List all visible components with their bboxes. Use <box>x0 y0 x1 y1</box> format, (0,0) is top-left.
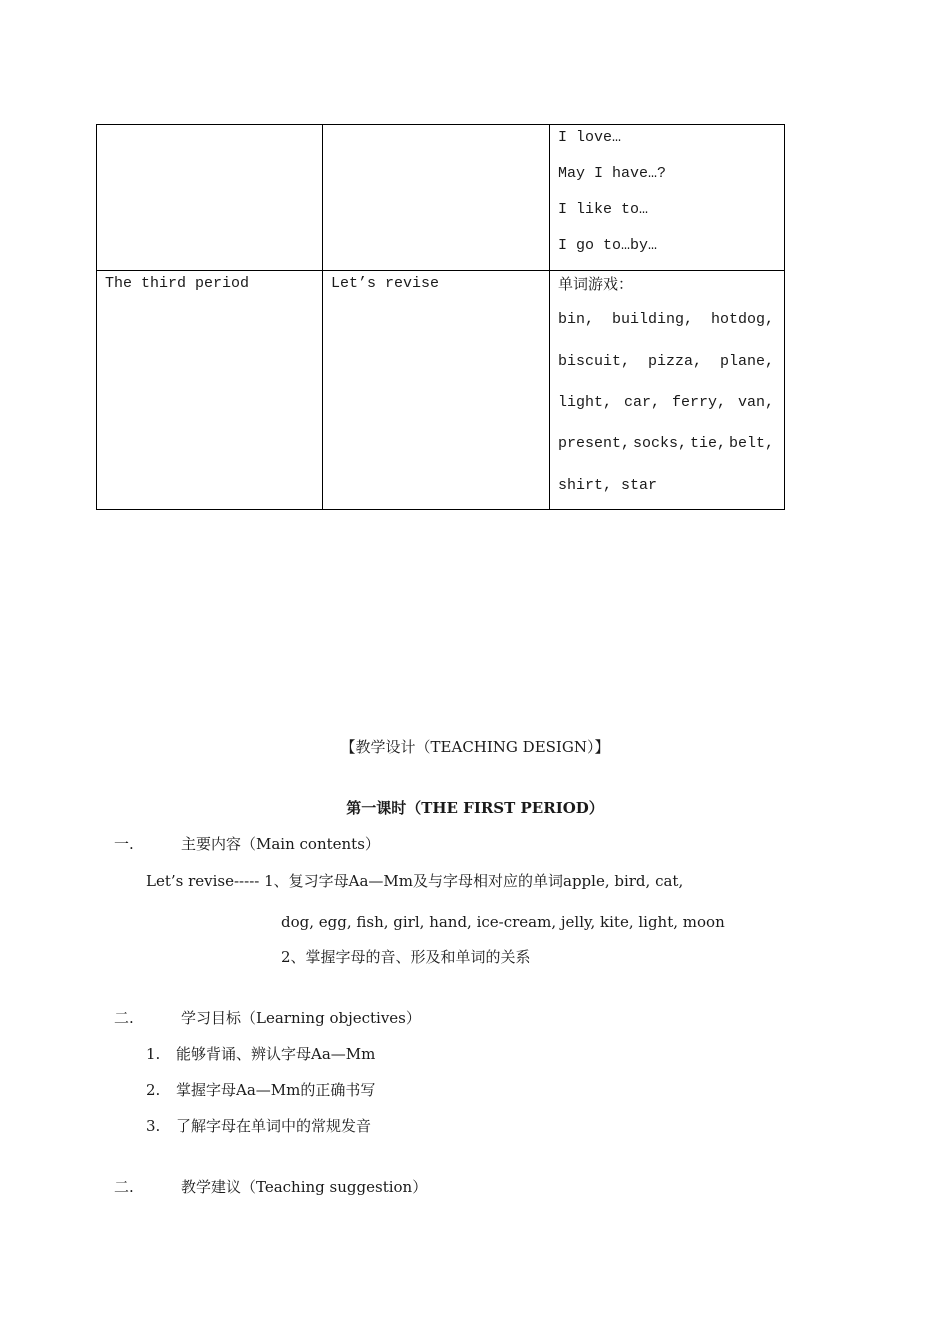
section-2-number: 二. <box>114 1009 134 1027</box>
design-title: 【教学设计（TEACHING DESIGN）】 <box>340 738 610 756</box>
word-line-1 <box>558 311 774 329</box>
table-row-divider <box>96 270 785 271</box>
objective-text: 能够背诵、辨认字母Aa—Mm <box>176 1045 376 1063</box>
word: pizza, <box>647 353 702 370</box>
word: socks, <box>632 435 687 452</box>
word-line-5: shirt, star <box>558 477 658 494</box>
word: hotdog, <box>710 311 774 328</box>
table-divider-1 <box>322 124 323 510</box>
table-border-bottom <box>96 509 785 510</box>
objective-text: 掌握字母Aa—Mm的正确书写 <box>176 1081 376 1099</box>
section-1-heading: 主要内容（Main contents） <box>181 835 380 853</box>
objective-number: 3. <box>146 1117 161 1135</box>
word: tie, <box>689 435 726 452</box>
word: car, <box>623 394 660 411</box>
main-contents-line-3: 2、掌握字母的音、形及和单词的关系 <box>281 948 531 966</box>
table-border-right <box>784 124 785 510</box>
table-border-top <box>96 124 785 125</box>
word: ferry, <box>671 394 726 411</box>
word: present, <box>558 435 631 452</box>
section-2-heading: 学习目标（Learning objectives） <box>181 1009 421 1027</box>
word-line-3 <box>558 394 774 412</box>
word: bin, <box>558 311 595 328</box>
table-border-left <box>96 124 97 510</box>
word: light, <box>558 394 613 411</box>
word: van, <box>737 394 774 411</box>
main-contents-line-2: dog, egg, fish, girl, hand, ice-cream, jelly, kite, light, moon <box>281 913 725 931</box>
main-contents-line-1: Let’s revise----- 1、复习字母Aa—Mm及与字母相对应的单词apple, bird, cat, <box>146 872 684 890</box>
period-title: 第一课时（THE FIRST PERIOD） <box>346 799 604 817</box>
lesson-label: Let’s revise <box>331 275 440 292</box>
phrase-i-go-to-by: I go to…by… <box>558 237 658 254</box>
objective-number: 2. <box>146 1081 161 1099</box>
objective-text: 了解字母在单词中的常规发音 <box>176 1117 372 1135</box>
period-label: The third period <box>105 275 250 292</box>
section-1-number: 一. <box>114 835 134 853</box>
phrase-may-i-have: May I have…? <box>558 165 667 182</box>
objective-number: 1. <box>146 1045 161 1063</box>
phrase-i-love: I love… <box>558 129 622 146</box>
phrase-i-like-to: I like to… <box>558 201 649 218</box>
word: belt, <box>728 435 774 452</box>
word: biscuit, <box>558 353 631 370</box>
section-3-heading: 教学建议（Teaching suggestion） <box>181 1178 428 1196</box>
word: plane, <box>719 353 774 370</box>
word: building, <box>611 311 693 328</box>
table-divider-2 <box>549 124 550 510</box>
word-line-4 <box>558 435 774 453</box>
section-3-number: 二. <box>114 1178 134 1196</box>
word-game-heading: 单词游戏： <box>558 275 634 293</box>
word-line-2 <box>558 353 774 371</box>
